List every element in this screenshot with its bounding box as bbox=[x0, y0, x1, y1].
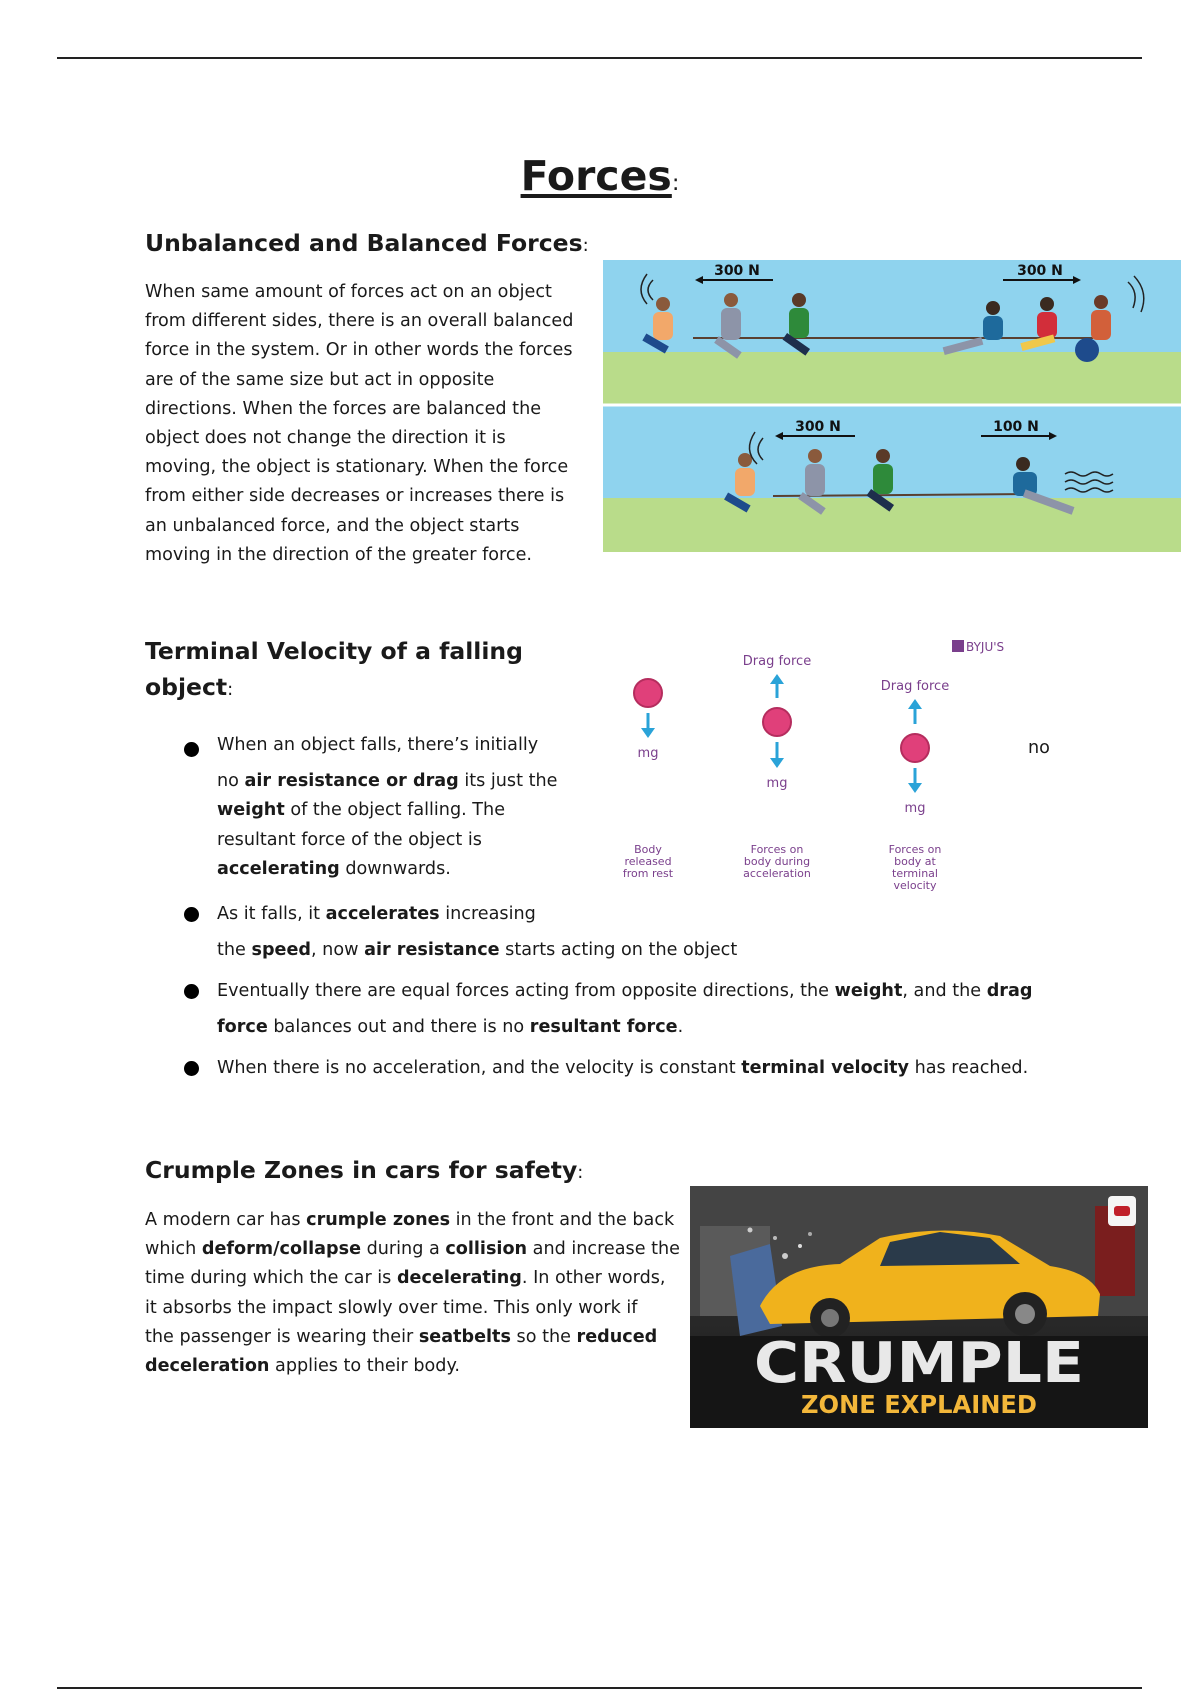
drag-force-label: Drag force bbox=[742, 654, 812, 669]
balanced-forces-paragraph bbox=[145, 278, 605, 570]
para-line: deceleration applies to their body. bbox=[145, 1356, 460, 1377]
para-line: which deform/collapse during a collision and increase the bbox=[145, 1239, 680, 1260]
bullet-line: As it falls, it accelerates increasing bbox=[217, 904, 536, 924]
para-line: time during which the car is decelerating. In other words, bbox=[145, 1268, 666, 1289]
para-line: A modern car has crumple zones in the front and the back bbox=[145, 1210, 675, 1230]
bullet-dot bbox=[184, 907, 199, 922]
caption-line: released bbox=[624, 855, 672, 868]
bullet-line: When an object falls, there’s initially bbox=[217, 735, 539, 755]
drag-force-label: Drag force bbox=[880, 679, 950, 694]
para-line: an unbalanced force, and the object starts bbox=[145, 515, 520, 536]
ball-released-from-rest bbox=[623, 679, 674, 880]
heading-text: object bbox=[145, 673, 228, 701]
page-title bbox=[0, 152, 1200, 200]
heading-text: Unbalanced and Balanced Forces bbox=[145, 229, 583, 257]
crumple-zone-illustration bbox=[690, 1186, 1148, 1428]
section-heading-balanced-forces bbox=[145, 225, 589, 264]
tug-of-war-illustration bbox=[603, 260, 1181, 552]
section-heading-crumple-zones bbox=[145, 1152, 583, 1191]
para-line: moving in the direction of the greater force. bbox=[145, 544, 532, 565]
bullet-line: no air resistance or drag its just the bbox=[217, 770, 558, 791]
heading-line: Terminal Velocity of a falling bbox=[145, 637, 523, 665]
para-line: moving, the object is stationary. When the force bbox=[145, 457, 569, 478]
para-line: it absorbs the impact slowly over time. This only work if bbox=[145, 1297, 638, 1318]
heading-line bbox=[145, 669, 523, 708]
bullet-line: the speed, now air resistance starts acting on the object bbox=[217, 940, 738, 960]
para-line: from different sides, there is an overall balanced bbox=[145, 311, 574, 332]
section-heading-terminal-velocity bbox=[145, 633, 523, 708]
bullet-dot bbox=[184, 742, 199, 757]
mg-label: mg bbox=[637, 746, 659, 761]
bullet-line: When there is no acceleration, and the velocity is constant terminal velocity has reached. bbox=[217, 1058, 1029, 1078]
caption-line: body during bbox=[743, 855, 811, 868]
caption-line: Body bbox=[634, 843, 662, 856]
heading-text: Crumple Zones in cars for safety bbox=[145, 1156, 578, 1184]
force-label-bottom-right: 100 N bbox=[993, 419, 1039, 435]
ball-at-terminal-velocity bbox=[881, 679, 949, 892]
bottom-rule bbox=[57, 1687, 1142, 1689]
para-line: the passenger is wearing their seatbelts so the reduced bbox=[145, 1326, 658, 1347]
bullet-line: accelerating downwards. bbox=[217, 859, 451, 879]
para-line: from either side decreases or increases there is bbox=[145, 486, 565, 507]
stray-text: no bbox=[1028, 738, 1050, 758]
crumple-zone-thumbnail bbox=[690, 1186, 1148, 1428]
bullet-item-4 bbox=[217, 1050, 1117, 1086]
force-label-top-right: 300 N bbox=[1017, 263, 1063, 279]
caption-line: terminal bbox=[892, 867, 938, 880]
bullet-item-3 bbox=[217, 973, 1117, 1045]
bullet-item-1 bbox=[217, 731, 577, 885]
para-line: force in the system. Or in other words the forces bbox=[145, 340, 573, 361]
para-line: directions. When the forces are balanced the bbox=[145, 398, 542, 419]
caption-line: velocity bbox=[893, 879, 937, 892]
byjus-logo-icon bbox=[952, 640, 964, 652]
tug-of-war-figure bbox=[603, 260, 1181, 552]
heading-colon: : bbox=[582, 235, 589, 256]
terminal-velocity-diagram bbox=[610, 630, 1030, 905]
byjus-logo: BYJU'S bbox=[966, 640, 1005, 654]
caption-line: Forces on bbox=[888, 843, 942, 856]
caption-line: Forces on bbox=[750, 843, 804, 856]
top-rule bbox=[57, 57, 1142, 59]
bullet-line: force balances out and there is no resultant force. bbox=[217, 1017, 684, 1037]
thumbnail-subtitle: ZONE EXPLAINED bbox=[801, 1390, 1037, 1419]
terminal-velocity-figure bbox=[610, 630, 1030, 905]
caption-line: acceleration bbox=[743, 867, 811, 880]
thumbnail-title: CRUMPLE bbox=[754, 1331, 1084, 1396]
bullet-item-2 bbox=[217, 896, 1017, 968]
caption-line: from rest bbox=[622, 867, 674, 880]
force-label-top-left: 300 N bbox=[714, 263, 760, 279]
bullet-dot bbox=[184, 984, 199, 999]
mg-label: mg bbox=[766, 776, 788, 791]
heading-colon: : bbox=[577, 1162, 584, 1183]
bullet-line: Eventually there are equal forces acting from opposite directions, the weight, and the drag bbox=[217, 981, 1033, 1001]
caption-line: body at bbox=[894, 855, 936, 868]
page-title-text: Forces bbox=[520, 152, 672, 200]
para-line: are of the same size but act in opposite bbox=[145, 369, 495, 390]
bullet-line: weight of the object falling. The bbox=[217, 800, 506, 820]
para-line: object does not change the direction it is bbox=[145, 428, 506, 449]
ball-during-acceleration bbox=[743, 654, 811, 880]
bullet-dot bbox=[184, 1061, 199, 1076]
mg-label: mg bbox=[904, 801, 926, 816]
para-line: When same amount of forces act on an object bbox=[145, 282, 552, 302]
force-label-bottom-left: 300 N bbox=[795, 419, 841, 435]
page-title-colon: : bbox=[671, 170, 680, 196]
bullet-line: resultant force of the object is bbox=[217, 829, 482, 850]
heading-colon: : bbox=[227, 679, 234, 700]
crumple-zones-paragraph bbox=[145, 1206, 685, 1381]
